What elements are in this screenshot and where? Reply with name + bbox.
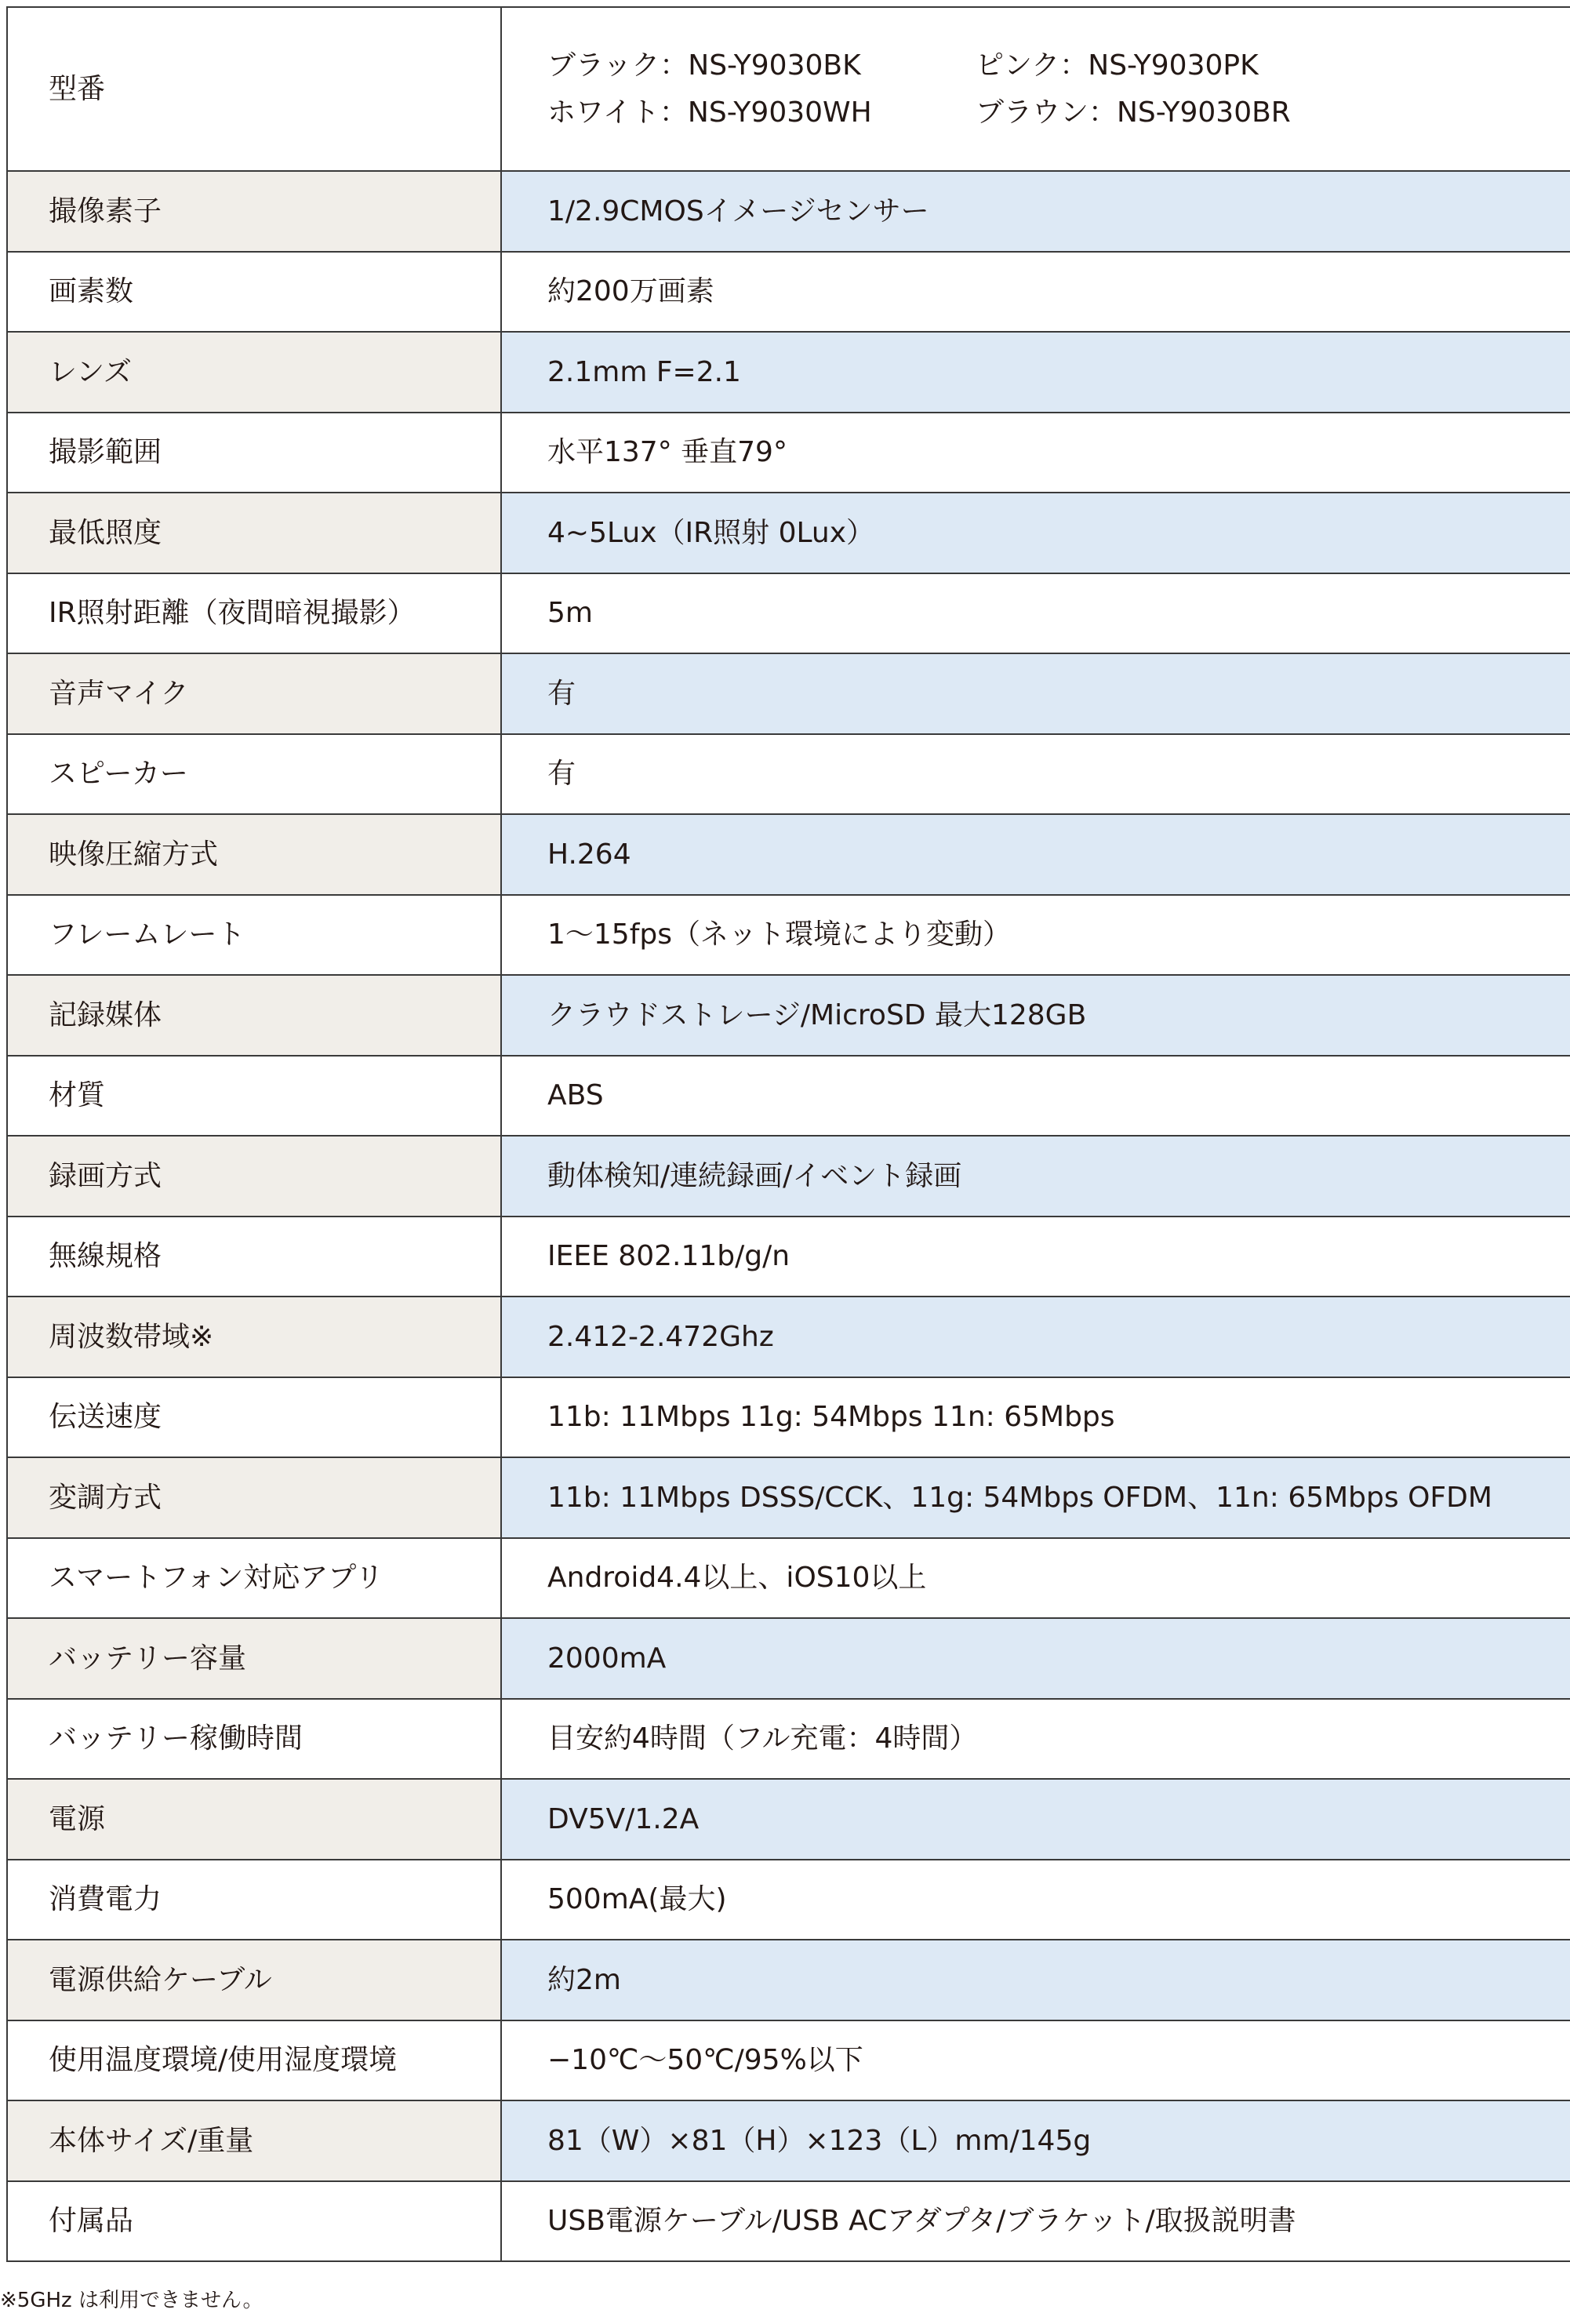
spec-value: 4~5Lux（IR照射 0Lux） — [501, 493, 1570, 573]
spec-value: 1～15fps（ネット環境により変動） — [501, 895, 1570, 976]
spec-value: 2.1mm F=2.1 — [501, 332, 1570, 413]
spec-value: DV5V/1.2A — [501, 1779, 1570, 1860]
spec-row — [7, 895, 1570, 976]
spec-label: 伝送速度 — [7, 1377, 501, 1458]
spec-row — [7, 573, 1570, 654]
spec-label: 付属品 — [7, 2181, 501, 2262]
spec-label: 最低照度 — [7, 493, 501, 573]
spec-label: スピーカー — [7, 734, 501, 815]
spec-table-body — [7, 7, 1570, 2261]
spec-row — [7, 653, 1570, 734]
model-variant-black: ブラック：NS-Y9030BK — [547, 49, 861, 82]
spec-value: 約2m — [501, 1940, 1570, 2020]
spec-label: 画素数 — [7, 252, 501, 333]
model-variants — [547, 49, 1570, 129]
spec-value: 11b: 11Mbps 11g: 54Mbps 11n: 65Mbps — [501, 1377, 1570, 1458]
spec-label: 撮影範囲 — [7, 413, 501, 493]
model-variant-pink: ピンク：NS-Y9030PK — [976, 49, 1259, 82]
spec-value: H.264 — [501, 814, 1570, 895]
spec-label: 周波数帯域※ — [7, 1297, 501, 1377]
spec-label: 音声マイク — [7, 653, 501, 734]
spec-value: 2000mA — [501, 1618, 1570, 1699]
spec-value: 目安約4時間（フル充電：4時間） — [501, 1699, 1570, 1780]
spec-row — [7, 413, 1570, 493]
spec-row — [7, 1217, 1570, 1297]
spec-row — [7, 1618, 1570, 1699]
spec-value: 81（W）×81（H）×123（L）mm/145g — [501, 2100, 1570, 2181]
spec-row — [7, 2100, 1570, 2181]
model-variant-white: ホワイト：NS-Y9030WH — [547, 96, 872, 129]
spec-label: 電源供給ケーブル — [7, 1940, 501, 2020]
spec-label: レンズ — [7, 332, 501, 413]
model-value — [501, 7, 1570, 171]
spec-label: 映像圧縮方式 — [7, 814, 501, 895]
spec-value: 水平137° 垂直79° — [501, 413, 1570, 493]
spec-value: 5m — [501, 573, 1570, 654]
spec-row — [7, 2181, 1570, 2262]
spec-row — [7, 252, 1570, 333]
spec-row — [7, 1860, 1570, 1940]
spec-row — [7, 734, 1570, 815]
spec-value: 約200万画素 — [501, 252, 1570, 333]
spec-value: クラウドストレージ/MicroSD 最大128GB — [501, 975, 1570, 1056]
spec-value: 1/2.9CMOSイメージセンサー — [501, 171, 1570, 252]
spec-label: 録画方式 — [7, 1136, 501, 1217]
spec-label: IR照射距離（夜間暗視撮影） — [7, 573, 501, 654]
spec-row — [7, 1940, 1570, 2020]
spec-value: IEEE 802.11b/g/n — [501, 1217, 1570, 1297]
spec-label: 変調方式 — [7, 1457, 501, 1538]
spec-label: 電源 — [7, 1779, 501, 1860]
spec-label: 材質 — [7, 1056, 501, 1137]
model-label: 型番 — [7, 7, 501, 171]
spec-row — [7, 1377, 1570, 1458]
spec-label: バッテリー容量 — [7, 1618, 501, 1699]
model-row — [7, 7, 1570, 171]
spec-label: フレームレート — [7, 895, 501, 976]
spec-value: Android4.4以上、iOS10以上 — [501, 1538, 1570, 1619]
spec-value: 有 — [501, 653, 1570, 734]
spec-label: スマートフォン対応アプリ — [7, 1538, 501, 1619]
spec-row — [7, 171, 1570, 252]
spec-value: −10℃～50℃/95%以下 — [501, 2020, 1570, 2101]
spec-value: 11b: 11Mbps DSSS/CCK、11g: 54Mbps OFDM、11n: 65Mbps OFDM — [501, 1457, 1570, 1538]
spec-row — [7, 1538, 1570, 1619]
spec-label: 記録媒体 — [7, 975, 501, 1056]
spec-label: 使用温度環境/使用湿度環境 — [7, 2020, 501, 2101]
spec-value: 2.412-2.472Ghz — [501, 1297, 1570, 1377]
spec-value: 動体検知/連続録画/イベント録画 — [501, 1136, 1570, 1217]
spec-row — [7, 1297, 1570, 1377]
spec-row — [7, 975, 1570, 1056]
spec-row — [7, 2020, 1570, 2101]
spec-value: USB電源ケーブル/USB ACアダプタ/ブラケット/取扱説明書 — [501, 2181, 1570, 2262]
spec-label: 撮像素子 — [7, 171, 501, 252]
spec-value: 有 — [501, 734, 1570, 815]
spec-row — [7, 1056, 1570, 1137]
spec-value: 500mA(最大) — [501, 1860, 1570, 1940]
spec-row — [7, 332, 1570, 413]
spec-row — [7, 1779, 1570, 1860]
spec-label: 消費電力 — [7, 1860, 501, 1940]
spec-label: 本体サイズ/重量 — [7, 2100, 501, 2181]
spec-label: バッテリー稼働時間 — [7, 1699, 501, 1780]
spec-row — [7, 1699, 1570, 1780]
spec-row — [7, 1457, 1570, 1538]
spec-table — [6, 6, 1570, 2262]
spec-label: 無線規格 — [7, 1217, 501, 1297]
footnote: ※5GHz は利用できません。 — [0, 2289, 263, 2312]
spec-row — [7, 1136, 1570, 1217]
spec-row — [7, 493, 1570, 573]
spec-value: ABS — [501, 1056, 1570, 1137]
spec-row — [7, 814, 1570, 895]
model-variant-brown: ブラウン：NS-Y9030BR — [976, 96, 1291, 129]
